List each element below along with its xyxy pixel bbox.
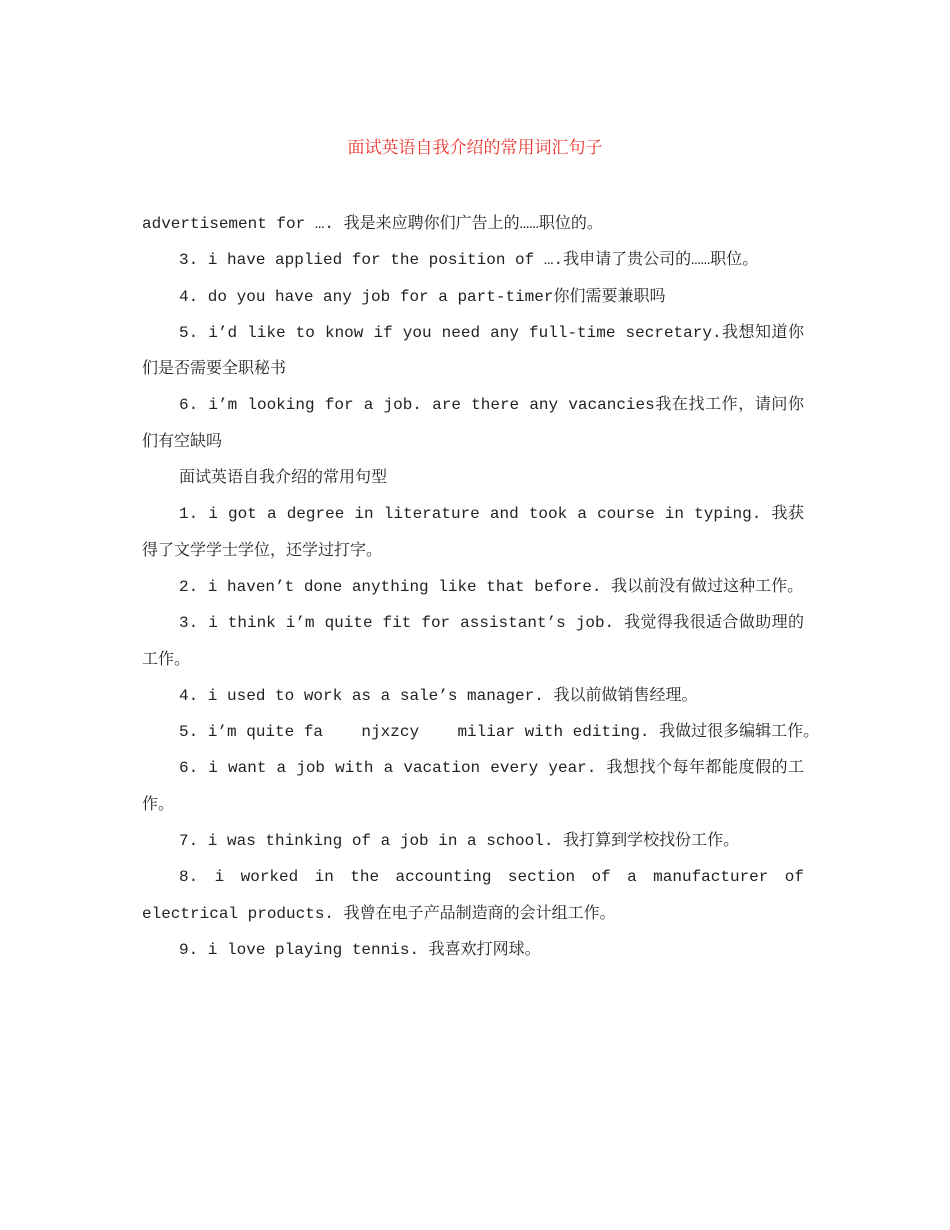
paragraph: 9. i love playing tennis. 我喜欢打网球。 (179, 940, 541, 959)
paragraph: 6. i want a job with a vacation every year. 我想找个每年都能度假的工作。 (142, 759, 804, 814)
paragraph: 5. i’m quite fa njxzcy miliar with editing. 我做过很多编辑工作。 (179, 723, 820, 742)
paragraph: 4. i used to work as a sale’s manager. 我以前做销售经理。 (179, 686, 698, 705)
paragraph: 6. i’m looking for a job. are there any vacancies我在找工作，请问你们有空缺吗 (142, 396, 804, 451)
paragraph: 3. i think i’m quite fit for assistant’s job. 我觉得我很适合做助理的工作。 (142, 614, 804, 669)
paragraph: 8. i worked in the accounting section of a manufacturer of electrical products. 我曾在电子产品制造商的会计组工作。 (142, 868, 804, 923)
paragraph: 3. i have applied for the position of ….我申请了贵公司的……职位。 (179, 251, 759, 270)
paragraph: 7. i was thinking of a job in a school. 我打算到学校找份工作。 (179, 832, 740, 851)
document-body (142, 206, 820, 968)
document-title: 面试英语自我介绍的常用词汇句子 (347, 138, 603, 158)
paragraph: advertisement for …. 我是来应聘你们广告上的……职位的。 (142, 215, 603, 233)
paragraph: 2. i haven’t done anything like that before. 我以前没有做过这种工作。 (179, 577, 804, 596)
section-heading: 面试英语自我介绍的常用句型 (179, 469, 388, 488)
paragraph: 4. do you have any job for a part-timer你们需要兼职吗 (179, 287, 666, 306)
paragraph: 5. i’d like to know if you need any full-time secretary.我想知道你们是否需要全职秘书 (142, 323, 804, 379)
paragraph: 1. i got a degree in literature and took a course in typing. 我获得了文学学士学位，还学过打字。 (142, 505, 804, 560)
